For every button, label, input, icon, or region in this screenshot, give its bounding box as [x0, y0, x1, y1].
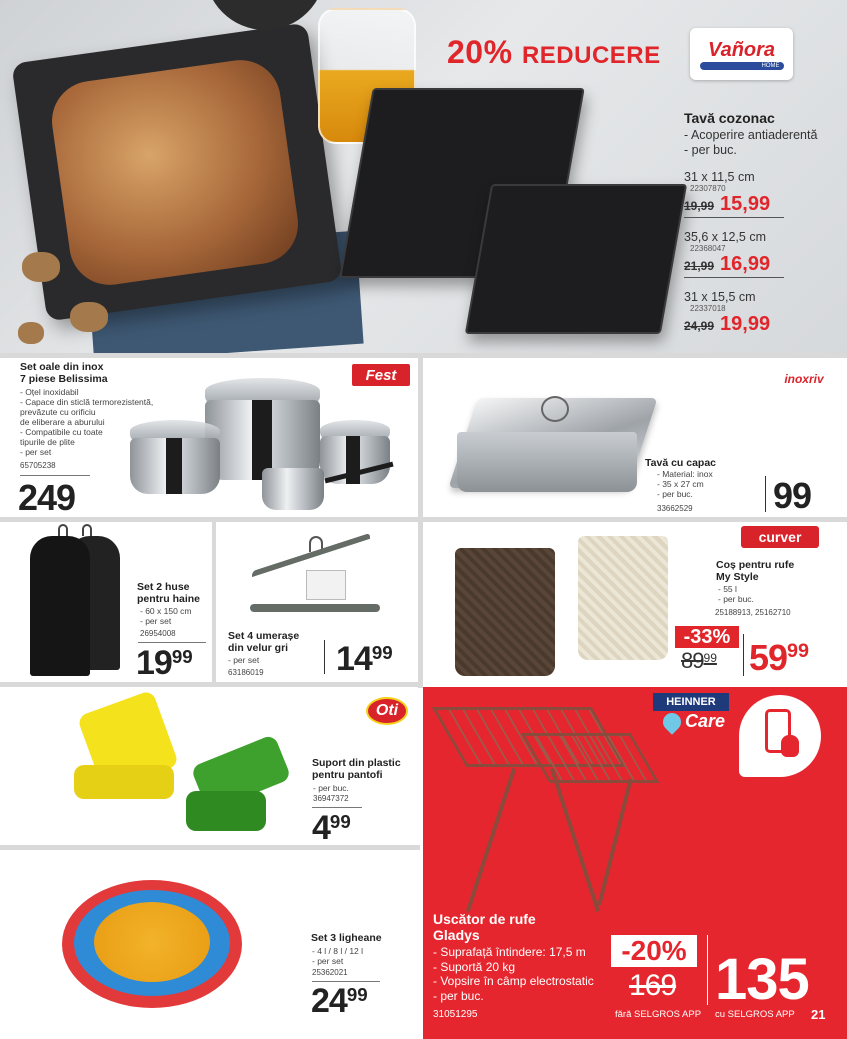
product-code: 26954008 [140, 629, 176, 638]
product-title: Set 4 umerașe din velur gri [228, 630, 300, 654]
selgros-app-badge [739, 695, 821, 777]
old-price-caption: fără SELGROS APP [615, 1009, 702, 1020]
product-description: - Suprafață întindere: 17,5 m - Suportă 20 kg - Vopsire în câmp electrostatic - per buc. [433, 945, 594, 1003]
care-logo: Care [685, 711, 726, 731]
shoe-rack-card [0, 687, 418, 845]
laundry-basket-card [423, 522, 847, 682]
old-price: 169 [629, 969, 677, 1002]
product-code: 65705238 [20, 461, 56, 470]
bread-image [47, 55, 303, 290]
product-description: - Oțel inoxidabil - Capace din sticlă termorezistentă, prevăzute cu orificiu de eliberare a aburului - Compatibile cu toate tipurile de plite - per set [20, 387, 154, 457]
product-title: Coș pentru rufe My Style [716, 559, 795, 583]
discount-headline: 20% REDUCERE [447, 34, 661, 70]
product-code: 31051295 [433, 1009, 478, 1020]
discount-badge: -20% [611, 935, 697, 967]
drying-rack-card [423, 687, 847, 1039]
old-price: $89^{99}$ [681, 648, 717, 673]
hero-banner [0, 0, 847, 353]
rack-leg-image [466, 768, 516, 912]
roasting-tray-card [423, 358, 847, 517]
fest-logo: Fest [352, 364, 410, 386]
garment-bags-card [0, 522, 212, 682]
lid-handle-image [541, 396, 569, 422]
yellow-basin-image [94, 902, 210, 982]
app-price-caption: cu SELGROS APP [715, 1009, 795, 1020]
oti-logo: Oti [366, 697, 408, 725]
rack-leg-image [550, 768, 600, 912]
discount-badge: -33% [675, 626, 739, 648]
loaf-tray-small-image [465, 184, 687, 334]
new-price: $59^{99}$ [749, 637, 810, 678]
product-title: Tavă cozonac [684, 110, 775, 126]
garment-bag-image [30, 536, 90, 676]
product-title: Set 2 huse pentru haine [137, 581, 201, 605]
inoxriv-logo: inoxriv [784, 372, 824, 386]
product-description: - 55 l - per buc. [718, 584, 754, 604]
hangers-card [216, 522, 418, 682]
price: 99 [773, 475, 812, 516]
product-code: 25362021 [312, 968, 348, 977]
product-title: Tavă cu capac [645, 457, 717, 469]
price-variant: 31 x 15,5 cm 22337018 24,99 19,99 [684, 290, 771, 335]
bowl-image [205, 0, 325, 30]
product-description: - per set [228, 655, 260, 665]
product-description: - 4 l / 8 l / 12 l - per set [312, 946, 364, 966]
tap-hand-icon [781, 735, 799, 757]
curver-logo: curver [741, 526, 819, 548]
saucepan-image [262, 468, 324, 510]
product-code: 36947372 [313, 794, 349, 803]
green-shoe-stand-base-image [186, 791, 266, 831]
hanger-label-image [306, 570, 346, 600]
price: $19^{99}$ [136, 644, 193, 682]
yellow-shoe-stand-base-image [74, 765, 174, 799]
product-code: 33662529 [657, 504, 693, 513]
price: $24^{99}$ [311, 982, 368, 1020]
pots-card [0, 358, 418, 517]
price: $14^{99}$ [336, 640, 393, 678]
app-price: 135 [715, 947, 809, 1012]
hanger-bar-image [250, 604, 380, 612]
walnut-image [22, 252, 60, 282]
product-description: - per buc. [313, 783, 349, 793]
price-rule [20, 475, 90, 476]
rack-wing-image [521, 733, 660, 783]
product-bullets: - Acoperire antiaderentă - per buc. [684, 128, 818, 157]
walnut-image [70, 302, 108, 332]
product-description: - 60 x 150 cm - per set [140, 606, 192, 626]
product-code: 63186019 [228, 668, 264, 677]
price: $4^{99}$ [312, 809, 351, 845]
product-title: Uscător de rufe Gladys [433, 911, 536, 943]
price-variant: 35,6 x 12,5 cm 22368047 21,99 16,99 [684, 230, 784, 278]
rack-leg-image [597, 778, 632, 905]
heart-icon [659, 709, 684, 734]
product-description: - Material: inox - 35 x 27 cm - per buc. [657, 469, 713, 499]
product-code: 25188913, 25162710 [715, 608, 791, 617]
heinner-logo: HEINNER [653, 693, 729, 711]
product-title: Suport din plastic pentru pantofi [312, 757, 401, 781]
walnut-image [18, 322, 44, 344]
basins-card [0, 850, 418, 1039]
product-title: Set oale din inox 7 piese Belissima [20, 361, 108, 385]
brown-basket-image [455, 548, 555, 676]
page-number: 21 [811, 1007, 826, 1022]
product-title: Set 3 ligheane [311, 932, 382, 944]
price-variant: 31 x 11,5 cm 22307870 19,99 15,99 [684, 170, 784, 218]
vanora-logo: Vañora HOME [690, 28, 793, 80]
tray-base-image [457, 432, 637, 492]
price: 249 [18, 477, 76, 517]
cream-basket-image [578, 536, 668, 660]
